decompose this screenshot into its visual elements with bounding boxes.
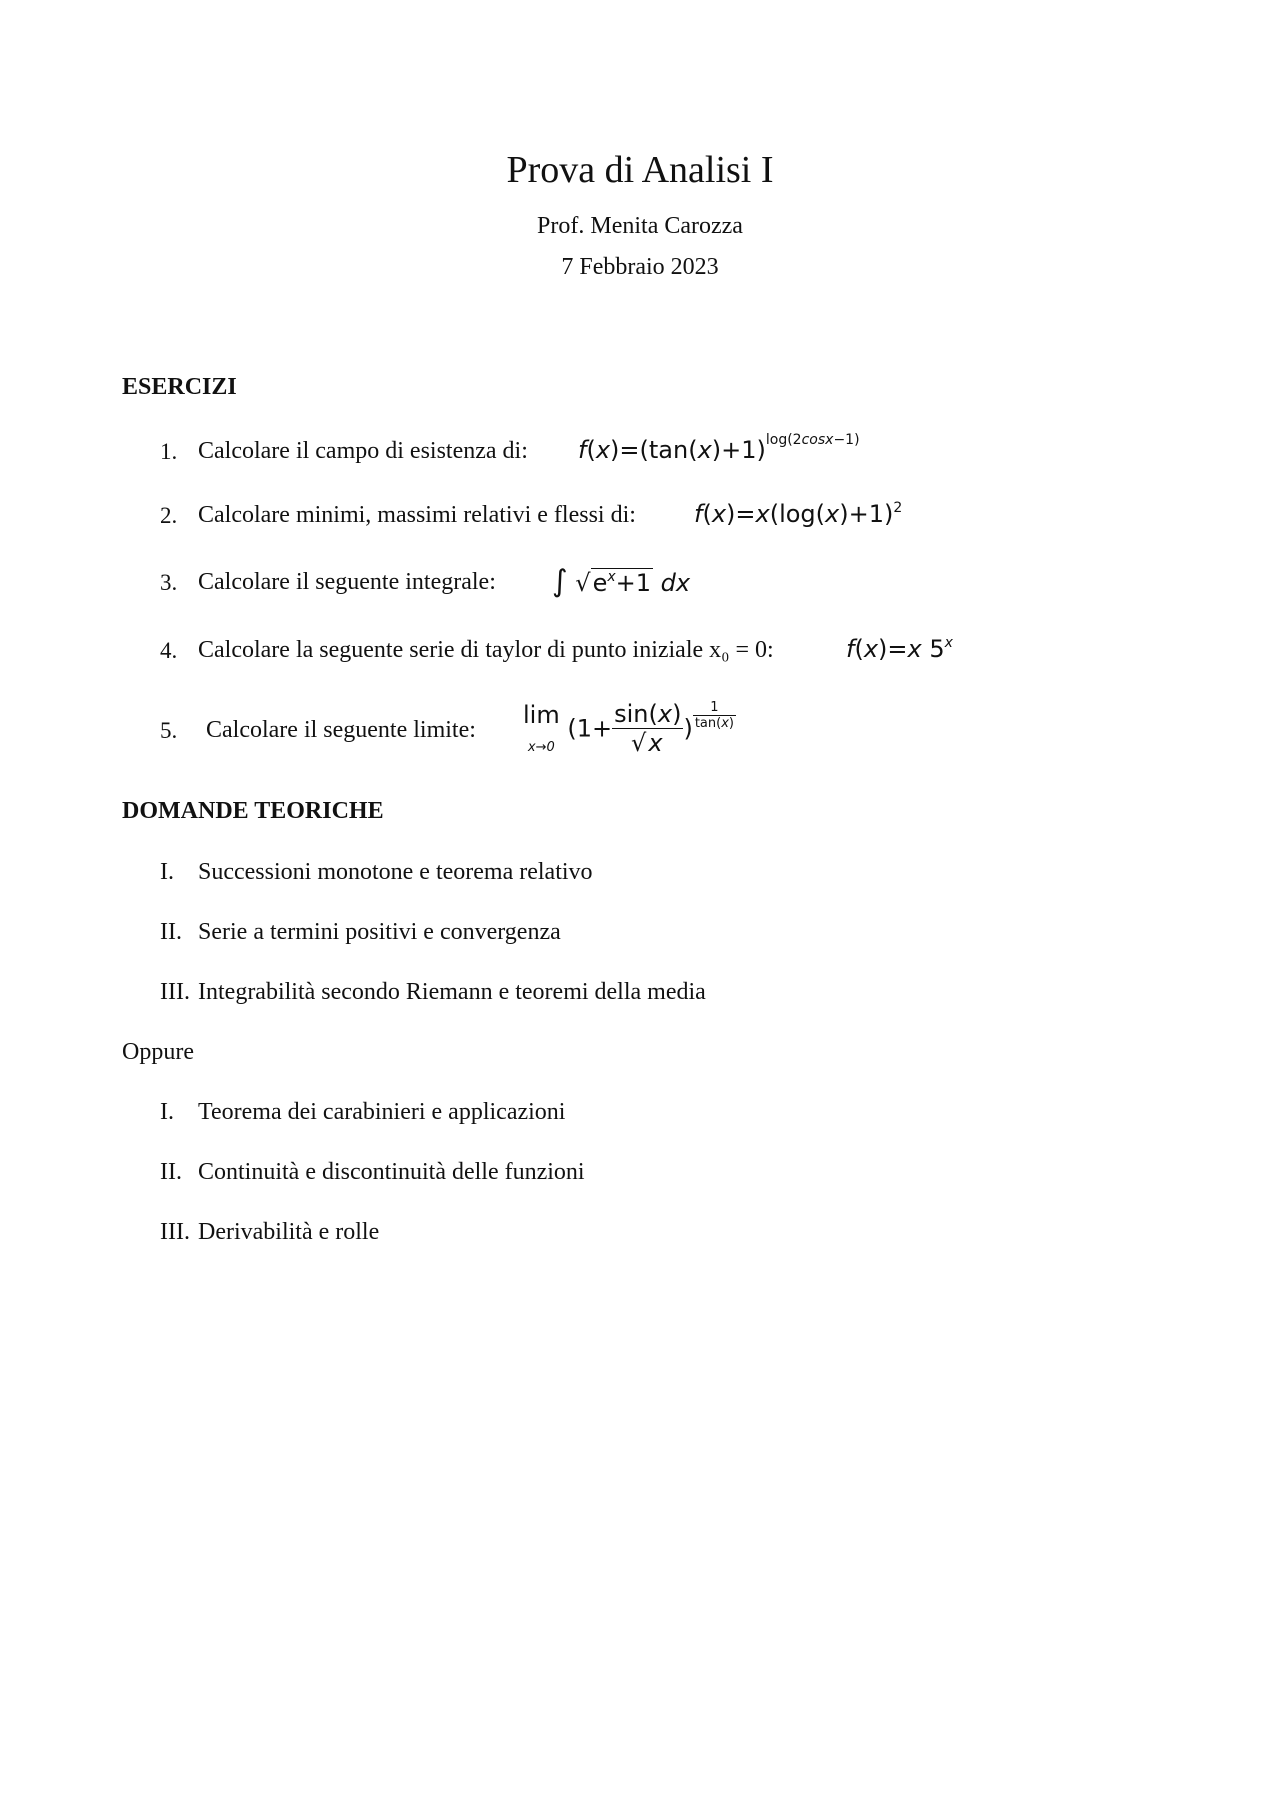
formula-taylor: f(x)=x 5$^x$ xyxy=(846,635,953,663)
question-number: II. xyxy=(160,919,182,945)
question-text: Serie a termini positivi e convergenza xyxy=(198,919,561,945)
alt-question-text: Continuità e discontinuità delle funzioni xyxy=(198,1159,585,1185)
alt-question-text: Derivabilità e rolle xyxy=(198,1219,380,1245)
exercise-text: Calcolare minimi, massimi relativi e flessi di: xyxy=(198,502,636,528)
question-number: I. xyxy=(160,859,174,885)
exercise-number: 4. xyxy=(160,638,178,663)
formula-limit: lim x→0 (1+ $\frac{\sin(x)}{√x}$ ) $\frac{1}{\tan(x)}$ xyxy=(523,700,734,757)
alt-question-text: Teorema dei carabinieri e applicazioni xyxy=(198,1099,566,1125)
question-number: III. xyxy=(160,979,190,1005)
exercise-text: Calcolare il seguente limite: xyxy=(206,717,476,743)
exercises-heading: ESERCIZI xyxy=(122,374,237,400)
question-text: Integrabilità secondo Riemann e teoremi della media xyxy=(198,979,706,1005)
theory-heading: DOMANDE TEORICHE xyxy=(122,798,384,824)
exam-date: 7 Febbraio 2023 xyxy=(561,254,719,280)
alt-question-number: II. xyxy=(160,1159,182,1185)
alt-question-number: III. xyxy=(160,1219,190,1245)
professor-name: Prof. Menita Carozza xyxy=(537,213,743,239)
exercise-number: 5. xyxy=(160,718,178,743)
question-text: Successioni monotone e teorema relativo xyxy=(198,859,593,885)
formula-domain: $f(x)=(\tan(x)+1)^{log(2cosx-1)}$ xyxy=(578,432,860,464)
exercise-number: 3. xyxy=(160,570,178,595)
exercise-text: Calcolare la seguente serie di taylor di punto iniziale x₀ = 0: xyxy=(198,637,774,663)
exercise-text: Calcolare il seguente integrale: xyxy=(198,569,496,595)
alt-question-number: I. xyxy=(160,1099,174,1125)
formula-integral: ∫ $√e^x+1$ dx xyxy=(552,564,691,599)
formula-extrema: $f(x)=x(\log(x)+1)^2$ xyxy=(694,500,903,528)
exercise-number: 2. xyxy=(160,503,178,528)
exercise-text: Calcolare il campo di esistenza di: xyxy=(198,438,528,464)
alternative-label: Oppure xyxy=(122,1039,194,1065)
exercise-number: 1. xyxy=(160,439,178,464)
page-title: Prova di Analisi I xyxy=(506,149,774,191)
